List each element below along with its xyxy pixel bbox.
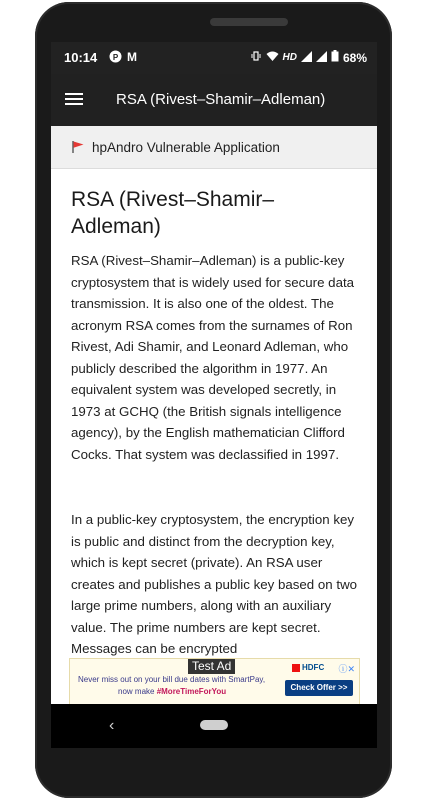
vibrate-icon <box>250 50 262 65</box>
menu-icon[interactable] <box>65 90 85 106</box>
article-paragraph-1: RSA (Rivest–Shamir–Adleman) is a public-key cryptosystem that is widely used for secure data transmission. It is also one of the oldest. The acronym RSA comes from the surnames of Ron Rivest, Adi Shamir, and Leonard Adleman, who publicly described the algorithm in 1977. An equivalent system was developed secretly, in 1973 at GCHQ (the British signals intelligence agency), by the English mathematician Clifford Cocks. That system was declassified in 1997. <box>71 253 355 462</box>
earpiece-speaker <box>210 18 288 26</box>
navigation-bar <box>51 704 377 748</box>
ad-bank-logo: HDFC <box>292 663 324 672</box>
notification-icon-p <box>109 50 122 66</box>
wifi-icon <box>266 51 279 65</box>
battery-icon <box>331 50 339 65</box>
back-icon[interactable]: ‹ <box>109 717 115 734</box>
svg-text:P: P <box>112 52 119 62</box>
flag-icon <box>71 140 85 154</box>
article-paragraph-2: In a public-key cryptosystem, the encryption key is public and distinct from the decryption key, which is kept secret (private). An RSA user creates and publishes a public key based on two large prime numbers, along with an auxiliary value. The prime numbers are kept secret. Messages can be encrypted <box>71 512 358 656</box>
article-heading: RSA (Rivest–Shamir–Adleman) <box>71 188 275 238</box>
signal-icon-2 <box>316 51 327 65</box>
status-right <box>250 50 367 65</box>
gmail-icon: M <box>127 50 137 64</box>
banner-text: hpAndro Vulnerable Application <box>92 140 280 155</box>
info-banner <box>51 126 377 169</box>
ad-text-line-1: Never miss out on your bill due dates with SmartPay, <box>78 675 266 684</box>
ad-info-icon[interactable]: ⓘ✕ <box>338 664 355 674</box>
ad-text-line-2: now make #MoreTimeForYou <box>118 687 227 696</box>
status-bar <box>51 42 377 74</box>
article-content[interactable] <box>51 168 377 704</box>
battery-level: 68% <box>342 50 367 65</box>
ad-label: Test Ad <box>188 658 235 674</box>
app-bar-title: RSA (Rivest–Shamir–Adleman) <box>116 91 326 108</box>
app-bar <box>51 74 377 126</box>
status-time: 10:14 <box>64 50 98 65</box>
home-button[interactable] <box>200 720 228 730</box>
network-type: HD <box>282 52 297 63</box>
ad-banner[interactable] <box>69 658 360 704</box>
signal-icon <box>301 51 312 65</box>
ad-cta-button[interactable]: Check Offer >> <box>285 680 353 696</box>
screen <box>51 42 377 704</box>
